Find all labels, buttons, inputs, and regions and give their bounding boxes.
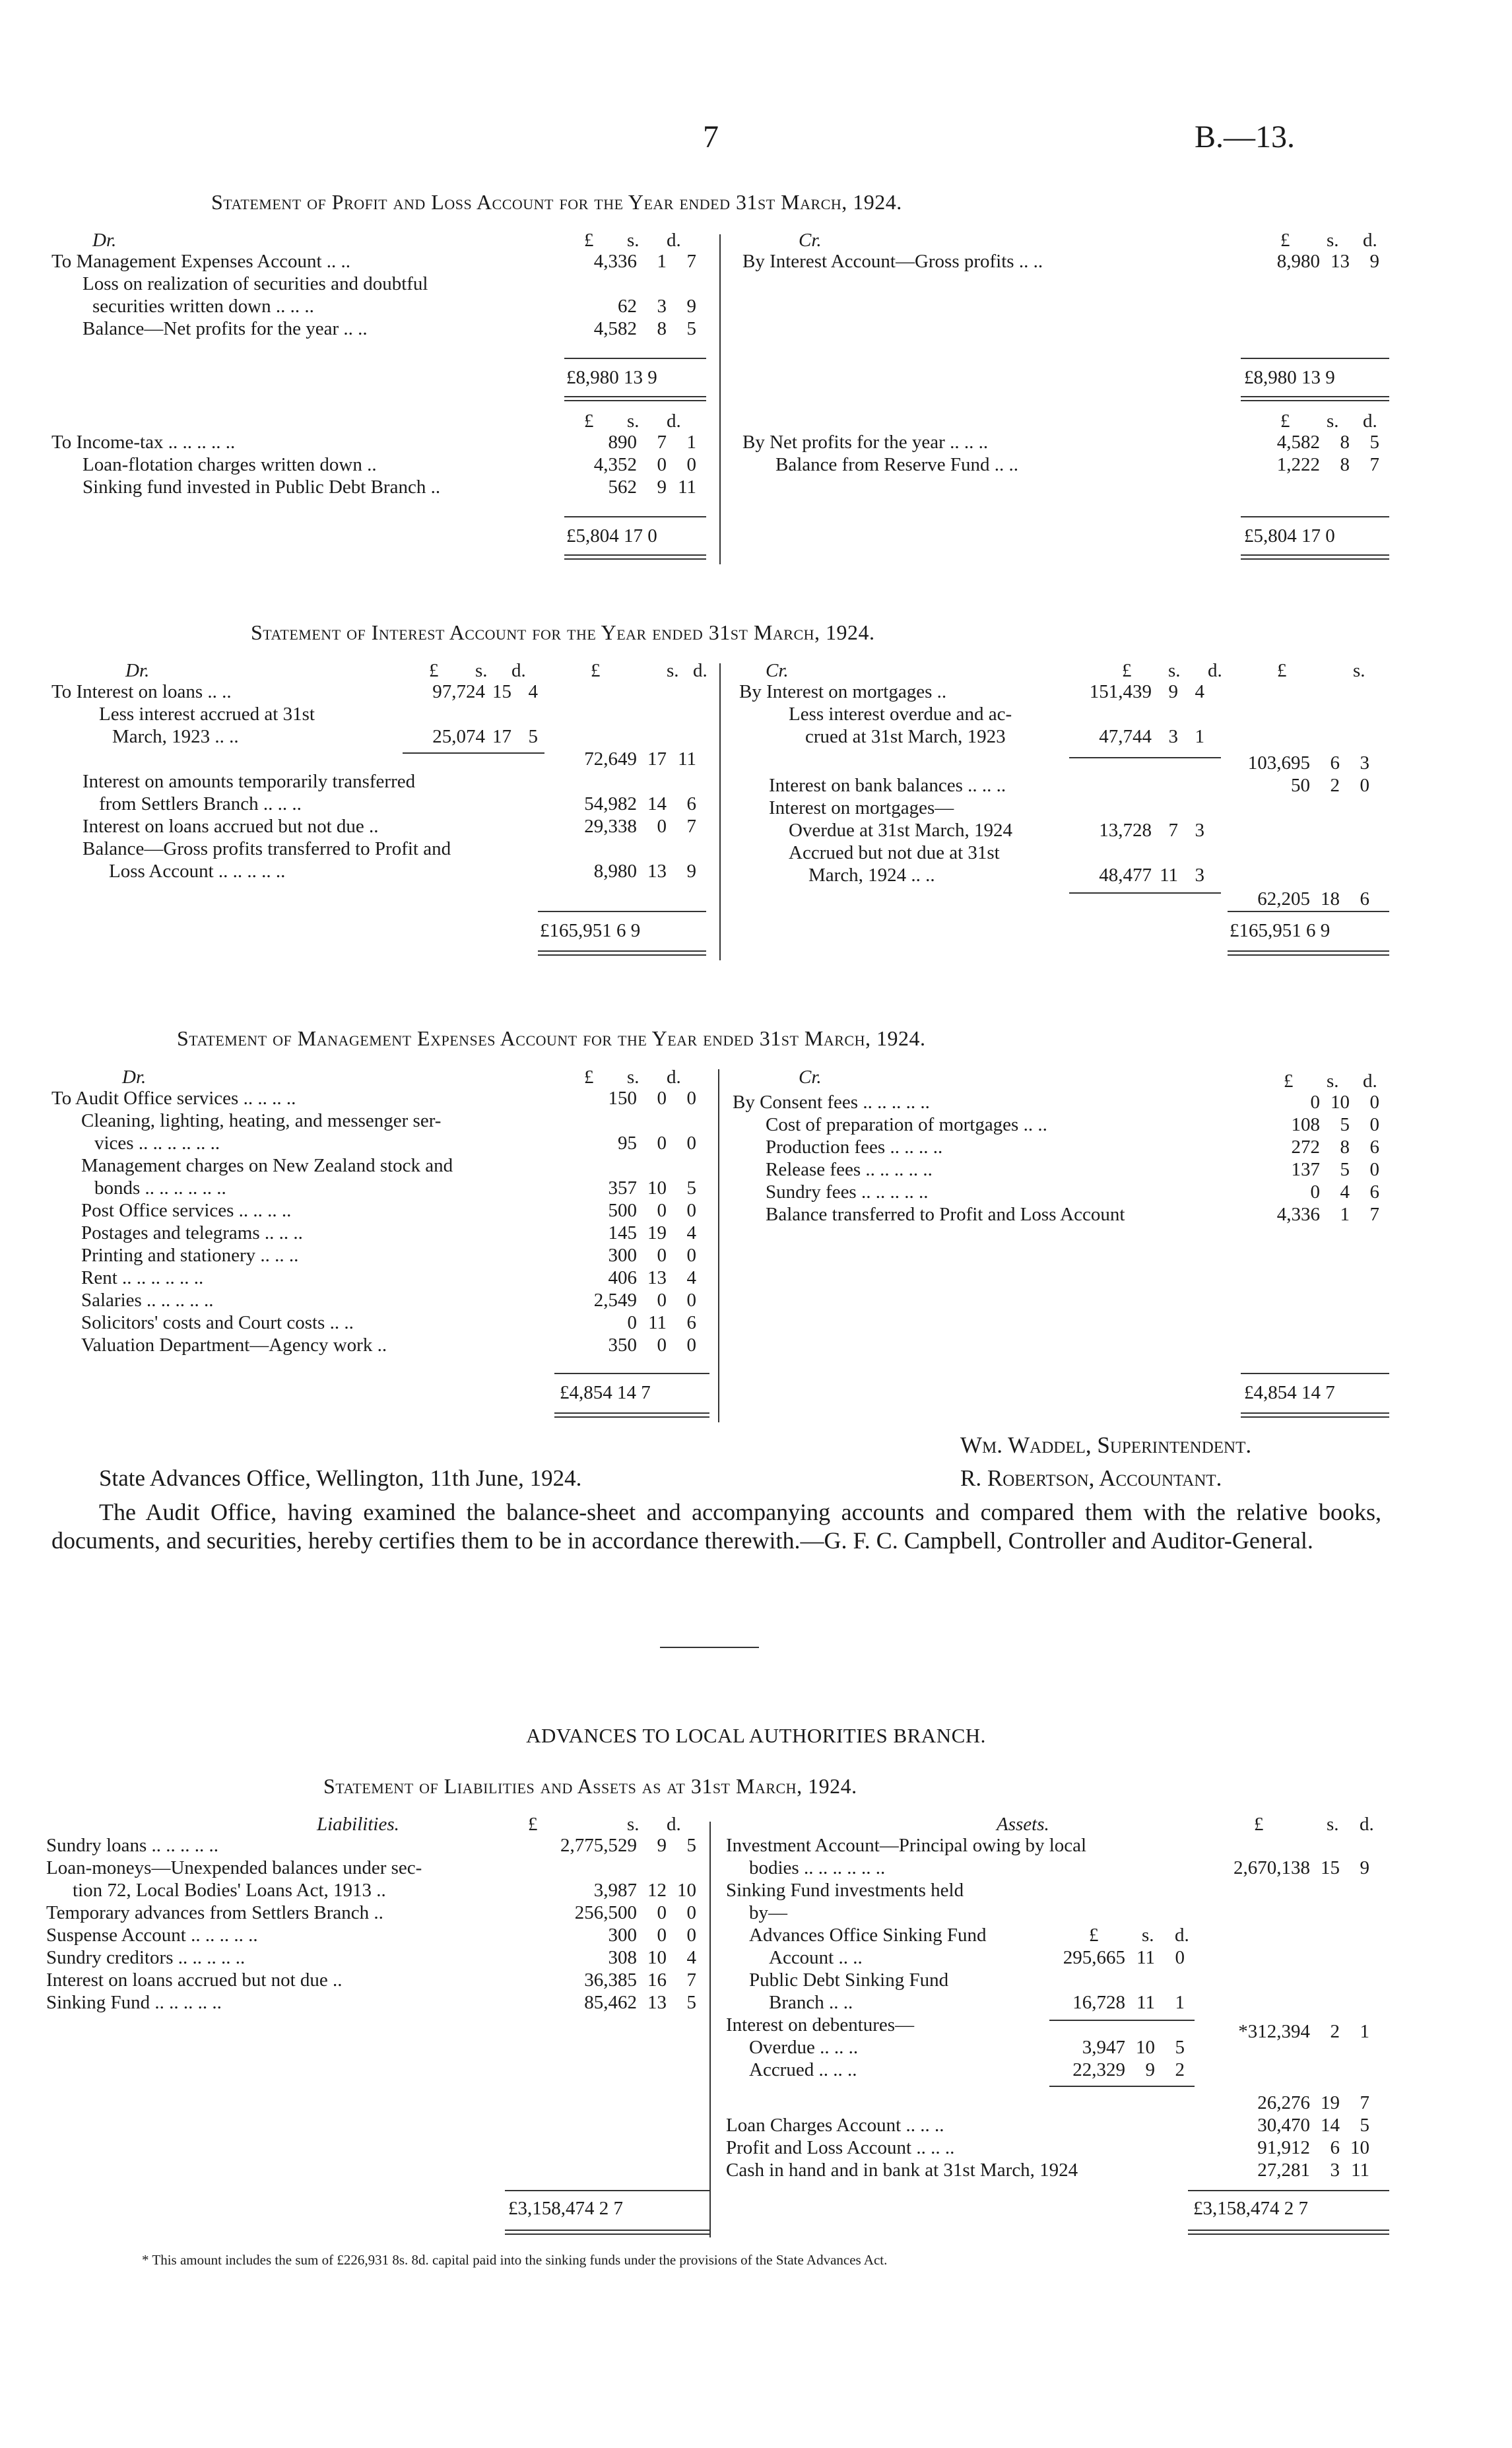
row-amount-shillings: 3 [1330,2160,1340,2181]
ia-right-row: By Interest on mortgages .. [739,681,947,702]
ia-dr-label: Dr. [125,660,150,681]
ia-right-amount-l: 47,744 [1099,726,1152,747]
row-text: Cleaning, lighting, heating, and messenger ser- [81,1110,442,1131]
row-amount-pounds: 150 [608,1088,637,1109]
row-amount-shillings: 0 [657,1088,667,1109]
row-amount-pence: 4 [686,1947,696,1968]
row-amount-shillings: 5 [1340,1159,1350,1180]
pl-left2-amount-l: 4,352 [593,454,637,475]
pl-total2-left: £5,804 17 0 [566,525,657,546]
row-amount-pence: 4 [686,1267,696,1288]
row-text: vices .. .. .. .. .. .. [94,1133,220,1154]
pl-left-header2-s: s. [627,411,640,432]
ia-left-row: from Settlers Branch .. .. .. [99,793,302,814]
assets-total: £3,158,474 2 7 [1193,2198,1308,2219]
row-amount-pence: 0 [686,1245,696,1266]
la-left-header-pound: £ [528,1814,538,1835]
pl-left2-row: To Income-tax .. .. .. .. .. [51,432,236,453]
pl-cr-label: Cr. [799,230,822,251]
row-amount-shillings: 14 [1321,2115,1340,2136]
footnote: * This amount includes the sum of £226,931 8s. 8d. capital paid into the sinking funds under the provisions of the State Advances Act. [142,2252,888,2268]
row-amount-pounds: 36,385 [584,1969,637,1991]
ia-header-s: s. [475,660,488,681]
row-amount-shillings: 13 [647,1992,667,2013]
ia-total-left: £165,951 6 9 [540,920,641,941]
ia-right-amount-s: 7 [1168,820,1178,841]
row-amount-pence: 4 [686,1222,696,1243]
ia-header-pound2: £ [591,660,601,681]
row-amount-shillings: 12 [647,1880,667,1901]
row-amount-pence: 0 [686,1088,696,1109]
ia-right-row: Less interest overdue and ac- [789,704,1012,725]
row-amount-shillings: 0 [657,1902,667,1923]
pl-left-amount-l: 4,582 [593,318,637,339]
row-amount-shillings: 5 [1340,1114,1350,1135]
pl-right2-amount-l: 1,222 [1276,454,1320,475]
me-left-header-d: d. [667,1067,681,1088]
assets-row: Public Debt Sinking Fund [749,1969,949,1991]
row-amount-pounds: 300 [608,1245,637,1266]
assets-sub-amount-s: 9 [1145,2059,1155,2080]
row-amount-pounds: 30,470 [1257,2115,1310,2136]
ia-right-amount-s: 2 [1330,775,1340,796]
la-right-header-pound: £ [1254,1814,1264,1835]
ia-right-amount-l: 48,477 [1099,865,1152,886]
row-amount-pounds: 500 [608,1200,637,1221]
ia-left-amount-d: 7 [686,816,696,837]
ia-right-amount-d: 0 [1360,775,1369,796]
assets-interest-total-l: 26,276 [1257,2092,1310,2113]
ia-right-row: Accrued but not due at 31st [789,842,1000,863]
row-amount-shillings: 0 [657,1133,667,1154]
assets-row: Accrued .. .. .. [749,2059,857,2080]
ia-left-sub-d: 11 [678,748,696,770]
row-text: tion 72, Local Bodies' Loans Act, 1913 .. [73,1880,386,1901]
ia-left-row: Interest on amounts temporarily transferred [82,771,416,792]
assets-row: Interest on debentures— [726,2014,915,2035]
pl-right2-row: Balance from Reserve Fund .. .. [775,454,1019,475]
row-amount-shillings: 6 [1330,2137,1340,2158]
assets-row: Account .. .. [769,1947,863,1968]
ia-r-header-s2: s. [1353,660,1365,681]
row-amount-pence: 0 [686,1925,696,1946]
assets-row: Overdue .. .. .. [749,2037,859,2058]
row-amount-shillings: 10 [647,1177,667,1199]
row-text: Printing and stationery .. .. .. [81,1245,299,1266]
row-amount-pence: 7 [686,1969,696,1991]
document-code: B.—13. [1195,119,1296,154]
row-amount-pence: 0 [686,1200,696,1221]
row-amount-pounds: 27,281 [1257,2160,1310,2181]
ia-right-row: crued at 31st March, 1923 [805,726,1006,747]
pl-left-amount-s: 1 [657,251,667,272]
ia-right-amount-l: 13,728 [1099,820,1152,841]
signature-accountant: R. Robertson, Accountant. [960,1465,1222,1491]
ia-right-row: Interest on mortgages— [769,797,954,818]
me-total-right: £4,854 14 7 [1244,1382,1335,1403]
assets-sub-amount-l: 22,329 [1072,2059,1125,2080]
pl-right-header-s: s. [1327,230,1339,251]
row-amount-pounds: 137 [1291,1159,1320,1180]
row-amount-pounds: 308 [608,1947,637,1968]
row-text: Management charges on New Zealand stock and [81,1155,453,1176]
row-amount-shillings: 16 [647,1969,667,1991]
row-amount-shillings: 0 [657,1290,667,1311]
ia-right-sub-s: 6 [1330,752,1340,774]
row-amount-pounds: 95 [618,1133,637,1154]
pl-right-header-pound: £ [1280,230,1290,251]
ia-header-d: d. [511,660,526,681]
ia-left-amount-d: 4 [528,681,538,702]
row-amount-pence: 0 [686,1902,696,1923]
ia-left-amount-l: 54,982 [584,793,637,814]
row-amount-shillings: 9 [657,1835,667,1856]
ia-left-amount-s: 0 [657,816,667,837]
ia-right-row: March, 1924 .. .. [808,865,935,886]
assets-sinking-fund-total-l: *312,394 [1238,2021,1310,2042]
pl-total2-right: £5,804 17 0 [1244,525,1335,546]
row-text: Cash in hand and in bank at 31st March, 1924 [726,2160,1078,2181]
row-text: Interest on loans accrued but not due .. [46,1969,343,1991]
me-right-header-s: s. [1327,1071,1339,1092]
ia-right-row: Overdue at 31st March, 1924 [789,820,1013,841]
pl-left2-amount-d: 0 [686,454,696,475]
ia-r-header-d: d. [1208,660,1222,681]
assets-sinking-fund-total-d: 1 [1360,2021,1369,2042]
me-right-header-pound: £ [1284,1071,1294,1092]
pl-left-row: Loss on realization of securities and doubtful [82,273,428,294]
ia-left-amount-s: 14 [647,793,667,814]
row-text: Salaries .. .. .. .. .. [81,1290,214,1311]
row-text: Sundry creditors .. .. .. .. .. [46,1947,246,1968]
pl-right2-amount-l: 4,582 [1276,432,1320,453]
row-amount-pounds: 108 [1291,1114,1320,1135]
pl-left-header-d: d. [667,230,681,251]
pl-left-amount-l: 62 [618,296,637,317]
ia-left-row: Less interest accrued at 31st [99,704,315,725]
row-text: Balance transferred to Profit and Loss Account [766,1204,1125,1225]
row-amount-pounds: 2,775,529 [560,1835,637,1856]
assets-sub-header-d: d. [1175,1925,1189,1946]
row-text: Solicitors' costs and Court costs .. .. [81,1312,354,1333]
ia-left-amount-l: 29,338 [584,816,637,837]
row-amount-pence: 0 [1369,1159,1379,1180]
assets-sub-header-pound: £ [1089,1925,1099,1946]
la-right-header-d: d. [1360,1814,1374,1835]
row-amount-shillings: 0 [657,1245,667,1266]
ia-right-row: Interest on bank balances .. .. .. [769,775,1006,796]
row-text: Loan Charges Account .. .. .. [726,2115,944,2136]
assets-amount-s: 15 [1321,1857,1340,1878]
pl-left-amount-s: 3 [657,296,667,317]
ia-right-sub-l: 103,695 [1247,752,1310,774]
assets-sub-amount-s: 11 [1136,1992,1155,2013]
row-amount-pounds: 0 [1310,1181,1320,1203]
row-amount-shillings: 11 [648,1312,667,1333]
pl-left-amount-d: 7 [686,251,696,272]
ia-left-row: Loss Account .. .. .. .. .. [109,861,286,882]
assets-sub-amount-l: 295,665 [1063,1947,1125,1968]
ia-r-header-s: s. [1168,660,1181,681]
row-text: Temporary advances from Settlers Branch .. [46,1902,383,1923]
office-place-date: State Advances Office, Wellington, 11th June, 1924. [99,1465,582,1491]
ia-right-sub2-l: 62,205 [1257,888,1310,910]
pl-dr-label: Dr. [92,230,117,251]
row-amount-pounds: 300 [608,1925,637,1946]
pl-left-header-pound: £ [584,230,594,251]
assets-interest-total-s: 19 [1321,2092,1340,2113]
pl-left-header2-pound: £ [584,411,594,432]
ia-header-pound: £ [429,660,439,681]
pl-right2-amount-d: 5 [1369,432,1379,453]
ia-left-row: Interest on loans accrued but not due .. [82,816,379,837]
assets-sub-amount-d: 1 [1175,1992,1185,2013]
me-total-left: £4,854 14 7 [560,1382,651,1403]
assets-sub-amount-l: 16,728 [1072,1992,1125,2013]
row-amount-pounds: 272 [1291,1137,1320,1158]
pl-right-header-d: d. [1363,230,1377,251]
ia-r-header-pound: £ [1122,660,1132,681]
assets-amount-l: 2,670,138 [1233,1857,1310,1878]
la-right-header-s: s. [1327,1814,1339,1835]
pl-left-header-s: s. [627,230,640,251]
ia-r-header-pound2: £ [1277,660,1287,681]
assets-sub-amount-d: 5 [1175,2037,1185,2058]
row-amount-pounds: 0 [1310,1092,1320,1113]
pl-right2-amount-d: 7 [1369,454,1379,475]
row-text: Loan-moneys—Unexpended balances under sec- [46,1857,422,1878]
row-text: To Audit Office services .. .. .. .. [51,1088,296,1109]
row-text: Rent .. .. .. .. .. .. [81,1267,204,1288]
ia-right-sub-d: 3 [1360,752,1369,774]
row-amount-pence: 5 [1360,2115,1369,2136]
ia-right-amount-l: 151,439 [1089,681,1152,702]
row-amount-shillings: 1 [1340,1204,1350,1225]
assets-row: Branch .. .. [769,1992,853,2013]
row-amount-pence: 7 [1369,1204,1379,1225]
row-amount-pence: 0 [1369,1114,1379,1135]
row-amount-shillings: 8 [1340,1137,1350,1158]
ia-header-s2: s. [667,660,679,681]
ia-left-amount-l: 97,724 [432,681,485,702]
me-right-header-d: d. [1363,1071,1377,1092]
row-amount-shillings: 0 [657,1925,667,1946]
pl-right2-row: By Net profits for the year .. .. .. [742,432,989,453]
ia-left-amount-s: 15 [492,681,511,702]
pl-left2-amount-s: 9 [657,477,667,498]
ia-cr-label: Cr. [766,660,789,681]
row-amount-pounds: 2,549 [593,1290,637,1311]
ia-right-sub2-d: 6 [1360,888,1369,910]
row-amount-pence: 10 [677,1880,696,1901]
assets-row: Sinking Fund investments held [726,1880,964,1901]
me-dr-label: Dr. [122,1067,147,1088]
row-amount-pence: 0 [1369,1092,1379,1113]
row-text: Sundry fees .. .. .. .. .. [766,1181,929,1203]
ia-left-amount-l: 25,074 [432,726,485,747]
pl-right-amount-s: 13 [1331,251,1350,272]
ia-left-amount-d: 5 [528,726,538,747]
assets-sub-header-s: s. [1142,1925,1154,1946]
row-amount-pence: 0 [686,1290,696,1311]
pl-left2-row: Loan-flotation charges written down .. [82,454,377,475]
management-expenses-title: Statement of Management Expenses Account for the Year ended 31st March, 1924. [177,1026,926,1050]
row-amount-pence: 0 [686,1335,696,1356]
pl-left2-row: Sinking fund invested in Public Debt Branch .. [82,477,441,498]
pl-right-header2-s: s. [1327,411,1339,432]
assets-row: bodies .. .. .. .. .. .. [749,1857,886,1878]
row-amount-pounds: 3,987 [593,1880,637,1901]
ia-left-amount-s: 17 [492,726,511,747]
row-text: Production fees .. .. .. .. [766,1137,943,1158]
pl-left2-amount-d: 11 [678,477,696,498]
ia-left-row: March, 1923 .. .. [112,726,239,747]
row-text: Valuation Department—Agency work .. [81,1335,387,1356]
ia-total-right: £165,951 6 9 [1230,920,1331,941]
assets-sub-amount-d: 0 [1175,1947,1185,1968]
me-cr-label: Cr. [799,1067,822,1088]
ia-right-amount-d: 3 [1195,820,1204,841]
pl-right2-amount-s: 8 [1340,432,1350,453]
row-amount-shillings: 13 [647,1267,667,1288]
row-amount-pence: 6 [1369,1137,1379,1158]
audit-certificate: The Audit Office, having examined the balance-sheet and accompanying accounts and compared them with the relative books, documents, and securities, hereby certifies them to be in accordance therewith.—G. F. C. Campbell, Controller and Auditor-General. [51,1499,1381,1554]
pl-left-amount-d: 5 [686,318,696,339]
pl-right-amount-l: 8,980 [1276,251,1320,272]
pl-right-header2-pound: £ [1280,411,1290,432]
pl-left-header2-d: d. [667,411,681,432]
ia-left-amount-d: 9 [686,861,696,882]
row-amount-pounds: 0 [627,1312,637,1333]
pl-right2-amount-s: 8 [1340,454,1350,475]
row-amount-pounds: 4,336 [1276,1204,1320,1225]
assets-interest-total-d: 7 [1360,2092,1369,2113]
ia-right-amount-l: 50 [1291,775,1310,796]
ia-right-amount-s: 11 [1160,865,1178,886]
row-amount-pence: 11 [1351,2160,1369,2181]
row-amount-pounds: 406 [608,1267,637,1288]
row-amount-pounds: 91,912 [1257,2137,1310,2158]
row-text: Post Office services .. .. .. .. [81,1200,292,1221]
ia-left-amount-l: 8,980 [593,861,637,882]
assets-sub-amount-s: 11 [1136,1947,1155,1968]
pl-left2-amount-s: 0 [657,454,667,475]
liabilities-heading: Liabilities. [317,1814,399,1835]
row-amount-shillings: 10 [647,1947,667,1968]
ia-right-amount-d: 4 [1195,681,1204,702]
row-amount-pence: 10 [1350,2137,1369,2158]
assets-amount-d: 9 [1360,1857,1369,1878]
pl-left2-amount-d: 1 [686,432,696,453]
row-text: Release fees .. .. .. .. .. [766,1159,933,1180]
row-amount-pence: 6 [1369,1181,1379,1203]
me-left-header-pound: £ [584,1067,594,1088]
pl-total1-right: £8,980 13 9 [1244,367,1335,388]
la-left-header-s: s. [627,1814,640,1835]
interest-account-title: Statement of Interest Account for the Year ended 31st March, 1924. [251,620,875,644]
row-text: bonds .. .. .. .. .. .. [94,1177,226,1199]
row-amount-pence: 5 [686,1177,696,1199]
row-amount-pounds: 85,462 [584,1992,637,2013]
row-amount-shillings: 0 [657,1200,667,1221]
ia-left-row: Balance—Gross profits transferred to Profit and [82,838,451,859]
row-amount-pence: 5 [686,1992,696,2013]
ia-right-sub2-s: 18 [1321,888,1340,910]
pl-right-amount-d: 9 [1369,251,1379,272]
ia-left-amount-d: 6 [686,793,696,814]
branch-heading: ADVANCES TO LOCAL AUTHORITIES BRANCH. [526,1724,986,1747]
page-number: 7 [703,119,719,154]
row-amount-pounds: 357 [608,1177,637,1199]
row-amount-shillings: 0 [657,1335,667,1356]
assets-row: Investment Account—Principal owing by local [726,1835,1087,1856]
row-amount-pounds: 256,500 [574,1902,637,1923]
liabilities-assets-title: Statement of Liabilities and Assets as at 31st March, 1924. [323,1774,857,1798]
assets-sub-amount-l: 3,947 [1082,2037,1125,2058]
ia-left-row: To Interest on loans .. .. [51,681,232,702]
row-text: Profit and Loss Account .. .. .. [726,2137,955,2158]
assets-row: by— [749,1902,787,1923]
pl-left-amount-s: 8 [657,318,667,339]
ia-header-d2: d. [693,660,707,681]
ia-left-amount-s: 13 [647,861,667,882]
liabilities-total: £3,158,474 2 7 [508,2198,623,2219]
pl-left-row: To Management Expenses Account .. .. [51,251,350,272]
signature-superintendent: Wm. Waddel, Superintendent. [960,1432,1252,1458]
pl-left2-amount-l: 562 [608,477,637,498]
pl-left2-amount-s: 7 [657,432,667,453]
assets-sinking-fund-total-s: 2 [1330,2021,1340,2042]
ia-right-amount-d: 3 [1195,865,1204,886]
ia-left-sub-l: 72,649 [584,748,637,770]
pl-left2-amount-l: 890 [608,432,637,453]
pl-left-row: securities written down .. .. .. [92,296,314,317]
pl-left-amount-l: 4,336 [593,251,637,272]
ia-right-amount-s: 3 [1168,726,1178,747]
ia-right-amount-s: 9 [1168,681,1178,702]
pl-left-row: Balance—Net profits for the year .. .. [82,318,368,339]
pl-total1-left: £8,980 13 9 [566,367,657,388]
ia-left-sub-s: 17 [647,748,667,770]
assets-sub-amount-d: 2 [1175,2059,1185,2080]
row-text: Suspense Account .. .. .. .. .. [46,1925,258,1946]
row-text: Sundry loans .. .. .. .. .. [46,1835,218,1856]
pl-right-header2-d: d. [1363,411,1377,432]
row-amount-shillings: 4 [1340,1181,1350,1203]
la-left-header-d: d. [667,1814,681,1835]
row-text: Postages and telegrams .. .. .. [81,1222,303,1243]
pl-left-amount-d: 9 [686,296,696,317]
row-text: By Consent fees .. .. .. .. .. [733,1092,930,1113]
ia-right-amount-d: 1 [1195,726,1204,747]
row-amount-shillings: 19 [647,1222,667,1243]
row-text: Sinking Fund .. .. .. .. .. [46,1992,222,2013]
row-amount-pence: 0 [686,1133,696,1154]
me-left-header-s: s. [627,1067,640,1088]
row-amount-pence: 5 [686,1835,696,1856]
profit-loss-title: Statement of Profit and Loss Account for the Year ended 31st March, 1924. [211,190,902,214]
assets-sub-amount-s: 10 [1136,2037,1155,2058]
row-amount-pounds: 145 [608,1222,637,1243]
row-amount-pence: 6 [686,1312,696,1333]
pl-right-row: By Interest Account—Gross profits .. .. [742,251,1043,272]
row-text: Cost of preparation of mortgages .. .. [766,1114,1047,1135]
assets-heading: Assets. [997,1814,1049,1835]
row-amount-shillings: 10 [1331,1092,1350,1113]
assets-row: Advances Office Sinking Fund [749,1925,987,1946]
row-amount-pounds: 350 [608,1335,637,1356]
